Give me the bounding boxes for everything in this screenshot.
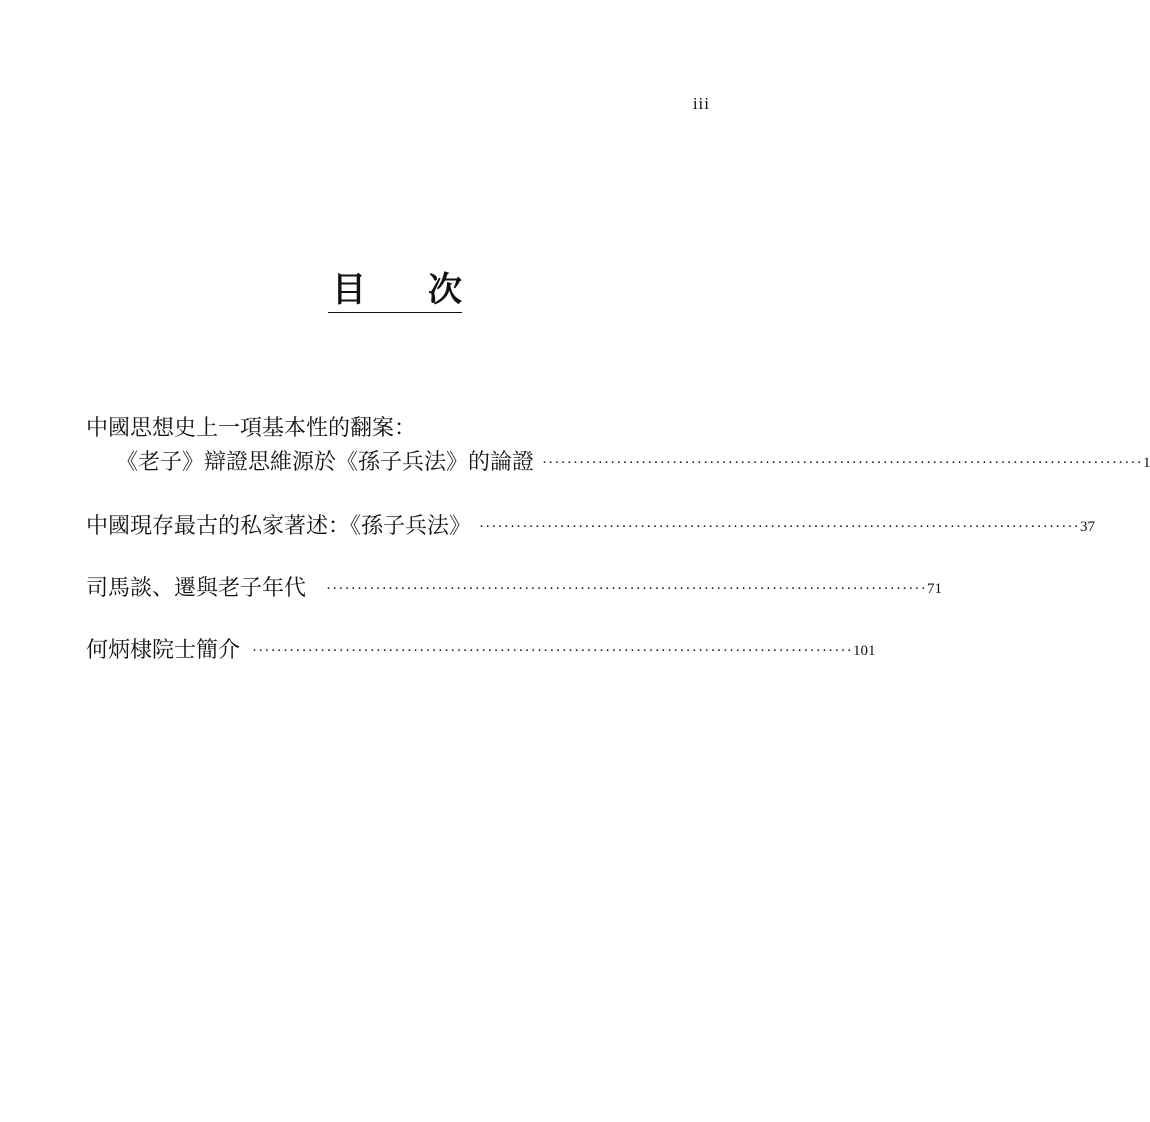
toc-entry-page: 1 [1142,455,1150,471]
toc-entry-page: 37 [1079,519,1095,535]
table-of-contents [86,410,1150,694]
toc-entry-title: 中國現存最古的私家著述：《孫子兵法》 [86,514,472,539]
dot-leader: ································································································· [252,643,853,659]
toc-heading-underline [328,312,462,313]
dot-leader: ································································································· [326,581,927,597]
page-number: iii [692,94,710,113]
toc-entry-title-line [86,570,942,604]
toc-entry-subtitle-line [86,444,1150,478]
toc-entry-title-line [86,508,1095,542]
toc-entry-page: 71 [926,581,942,597]
toc-entry-subtitle: 《老子》辯證思維源於《孫子兵法》的論證 [116,450,535,475]
toc-entry-title-line [86,410,710,444]
toc-heading [328,270,468,320]
toc-entry[interactable] [86,632,876,666]
toc-entry-title: 何炳棣院士簡介 [86,638,241,663]
dot-leader: ································································································· [479,519,1080,535]
toc-entry[interactable] [86,570,942,604]
toc-heading-char-2: 次 [428,270,462,310]
dot-leader: ································································································· [542,455,1143,471]
toc-entry[interactable] [86,508,1095,542]
toc-heading-char-1: 目 [332,270,366,310]
toc-entry-title-line [86,632,876,666]
toc-entry-title: 司馬談、遷與老子年代 [86,576,307,601]
toc-entry-title: 中國思想史上一項基本性的翻案： [86,416,417,441]
toc-entry[interactable] [86,410,1150,478]
toc-entry-page: 101 [852,643,876,659]
